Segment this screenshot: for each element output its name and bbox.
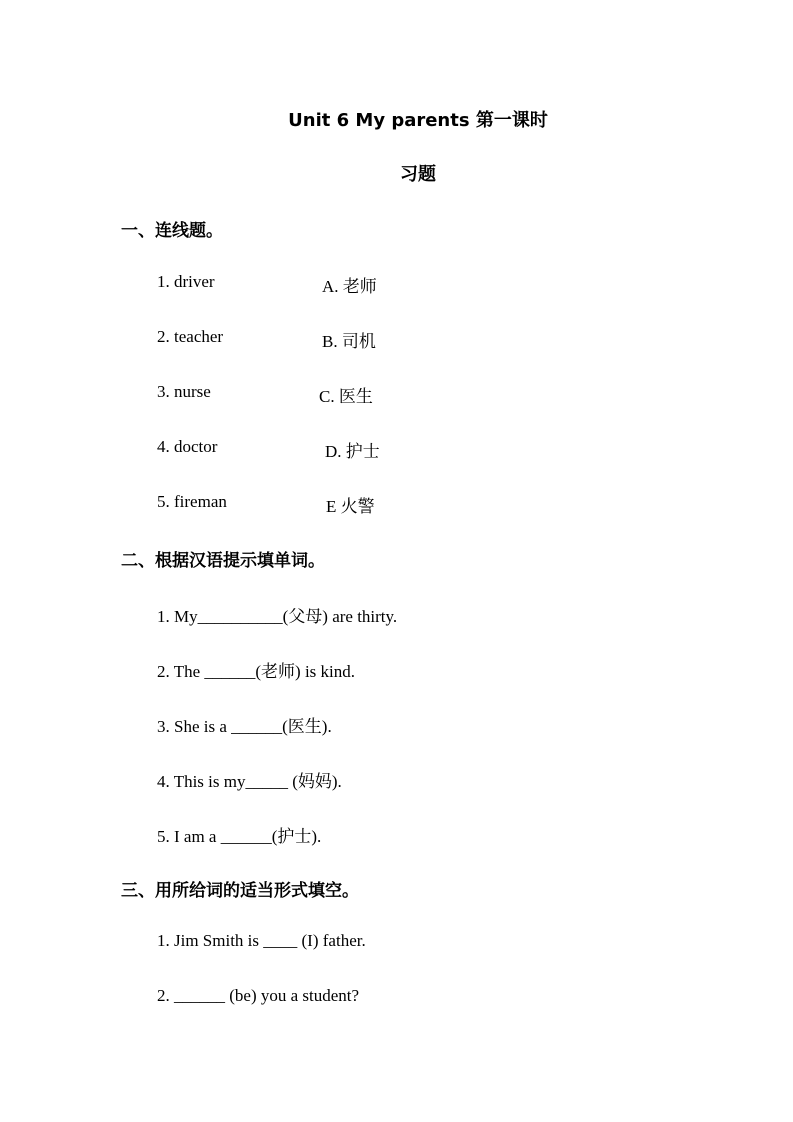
section-3-heading: 三、用所给词的适当形式填空。 <box>121 881 359 901</box>
page-title: Unit 6 My parents 第一课时 <box>288 110 548 131</box>
match-right-item: D. 护士 <box>325 442 380 461</box>
match-left-item: 5. fireman <box>157 492 227 511</box>
match-right-item: B. 司机 <box>322 332 376 351</box>
fill-in-item: 1. Jim Smith is ____ (I) father. <box>157 931 366 950</box>
fill-in-item: 3. She is a ______(医生). <box>157 717 332 736</box>
match-right-item: E 火警 <box>326 497 375 516</box>
section-2-heading: 二、根据汉语提示填单词。 <box>121 551 325 571</box>
fill-in-item: 5. I am a ______(护士). <box>157 827 322 846</box>
match-left-item: 4. doctor <box>157 437 218 456</box>
match-left-item: 3. nurse <box>157 382 211 401</box>
fill-in-item: 2. The ______(老师) is kind. <box>157 662 356 681</box>
fill-in-item: 4. This is my_____ (妈妈). <box>157 772 342 791</box>
match-left-item: 2. teacher <box>157 327 224 346</box>
fill-in-item: 1. My__________(父母) are thirty. <box>157 607 398 626</box>
fill-in-item: 2. ______ (be) you a student? <box>157 986 360 1005</box>
match-right-item: A. 老师 <box>322 277 377 296</box>
section-1-heading: 一、连线题。 <box>121 221 223 241</box>
match-left-item: 1. driver <box>157 272 215 291</box>
match-right-item: C. 医生 <box>319 387 373 406</box>
page-subtitle: 习题 <box>400 164 436 185</box>
